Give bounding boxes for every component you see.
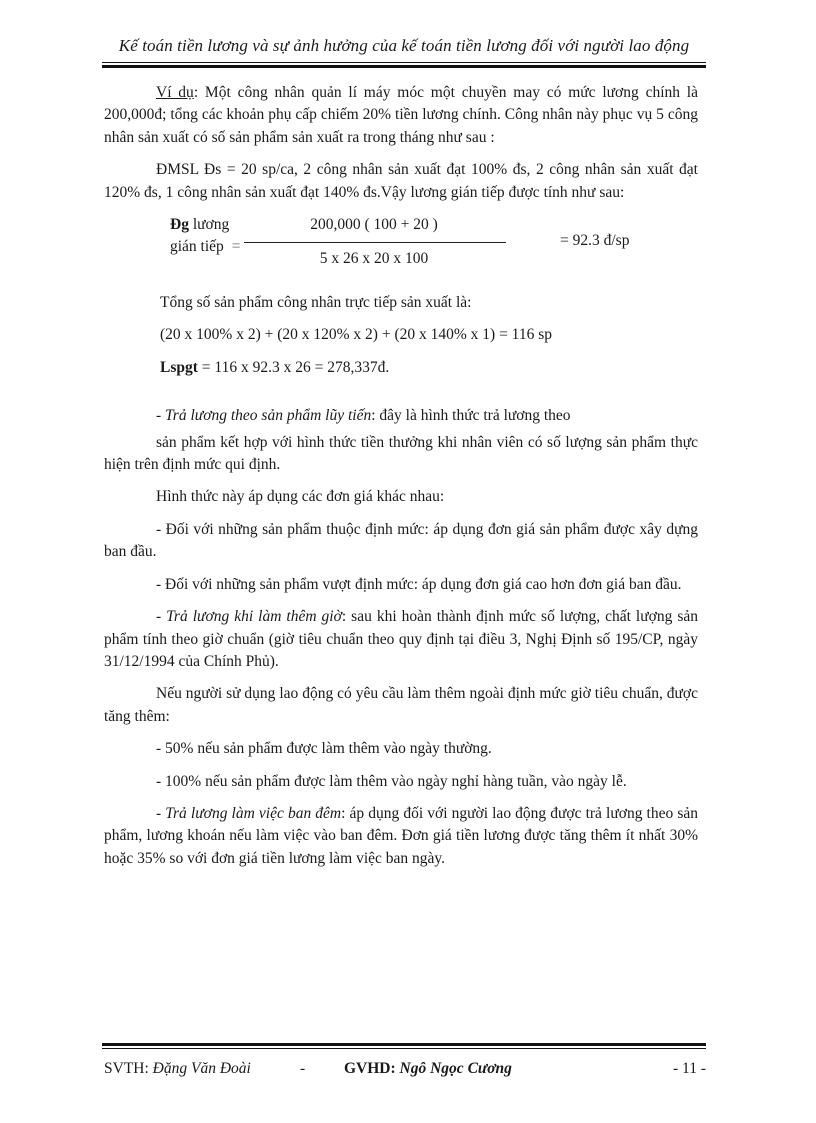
example-paragraph: [104, 82, 698, 149]
overtime-paragraph: [104, 606, 698, 673]
lspgt-calc: = 116 x 92.3 x 26 = 278,337đ.: [197, 358, 390, 376]
page-number: - 11 -: [673, 1060, 706, 1077]
example-label: Ví dụ: [156, 84, 194, 101]
night-title: - Trả lương làm việc ban đêm: [156, 804, 342, 822]
dmsl-paragraph: ĐMSL Đs = 20 sp/ca, 2 công nhân sản xuất đạt 100% đs, 2 công nhân sản xuất đạt 120% đs, 1 công nhân sản xuất đạt 140% đs.Vậy lương gián tiếp được tính như sau:: [104, 161, 698, 201]
lspgt-line: [104, 357, 698, 379]
page-body: [104, 82, 698, 880]
advisor-label: GVHD:: [344, 1060, 400, 1077]
formula-denominator: 5 x 26 x 20 x 100: [319, 250, 429, 268]
footer-rule-thick: [102, 1043, 706, 1046]
progressive-title: - Trả lương theo sản phẩm lũy tiến: [156, 407, 372, 425]
formula-numerator: 200,000 ( 100 + 20 ): [310, 216, 438, 234]
advisor-credit: [344, 1060, 512, 1078]
student-label: SVTH:: [104, 1060, 153, 1077]
running-header: Kế toán tiền lương và sự ảnh hưởng của kế toán tiền lương đối với người lao động: [118, 36, 690, 55]
advisor-name: Ngô Ngọc Cương: [399, 1060, 512, 1077]
lspgt-label: Lspgt: [160, 358, 198, 376]
formula-label: [170, 214, 240, 258]
header-rule-thick: [102, 65, 706, 68]
item-exceed-norm: - Đối với những sản phẩm vượt định mức: áp dụng đơn giá cao hơn đơn giá ban đầu.: [156, 575, 682, 593]
employer-paragraph: Nếu người sử dụng lao động có yêu cầu làm thêm ngoài định mức giờ tiêu chuẩn, được tăng thêm:: [104, 685, 698, 725]
student-name: Đặng Văn Đoài: [152, 1060, 251, 1077]
item-100-percent: - 100% nếu sản phẩm được làm thêm vào ngày nghỉ hàng tuần, vào ngày lễ.: [156, 772, 627, 790]
progressive-continuation: sản phẩm kết hợp với hình thức tiền thưởng khi nhân viên có số lượng sản phẩm thực hiện trên định mức qui định.: [104, 433, 698, 474]
night-text: : áp dụng đối với người lao động được trả lương theo sản phẩm, lương khoán nếu làm việc vào ban đêm. Đơn giá tiền lương được tăng thêm ít nhất 30% hoặc 35% so với đơn giá tiền lương làm việc ban ngày.: [104, 804, 698, 867]
progressive-paragraph: [104, 405, 698, 427]
formula-result: = 92.3 đ/sp: [560, 232, 630, 250]
unit-price-formula: [104, 214, 698, 280]
overtime-text: : sau khi hoàn thành định mức số lượng, chất lượng sản phẩm tính theo giờ chuẩn (giờ tiêu chuẩn theo quy định tại điều 3, Nghị Định số 195/CP, ngày 31/12/1994 của Chính Phủ).: [104, 608, 698, 670]
fraction-bar: [244, 242, 506, 243]
progressive-text: : đây là hình thức trả lương theo: [371, 407, 571, 425]
example-text: : Một công nhân quản lí máy móc một chuyền may có mức lương chính là 200,000đ; tổng các khoản phụ cấp chiếm 20% tiền lương chính. Công nhân này phục vụ 5 công nhân sản xuất có số sản phẩm sản xuất ra trong tháng như sau :: [104, 84, 698, 146]
night-paragraph: [104, 803, 698, 870]
form-applies: Hình thức này áp dụng các đơn giá khác nhau:: [156, 488, 445, 506]
formula-label-bold: Đg: [170, 216, 189, 234]
overtime-title: - Trả lương khi làm thêm giờ: [156, 608, 342, 626]
student-credit: [104, 1060, 251, 1078]
item-50-percent: - 50% nếu sản phẩm được làm thêm vào ngày thường.: [156, 740, 492, 758]
footer-separator: -: [300, 1060, 306, 1077]
header-rule-thin: [102, 62, 706, 63]
item-within-norm: - Đối với những sản phẩm thuộc định mức: áp dụng đơn giá sản phẩm được xây dựng ban đầu.: [104, 520, 698, 561]
formula-equals: =: [231, 238, 241, 256]
formula-label-rest: lương: [188, 216, 230, 234]
footer-rule-thin: [102, 1048, 706, 1049]
formula-label-line2: gián tiếp: [170, 238, 224, 256]
total-products-text: Tổng số sản phẩm công nhân trực tiếp sản xuất là:: [160, 294, 472, 312]
total-products-calc: (20 x 100% x 2) + (20 x 120% x 2) + (20 x 140% x 1) = 116 sp: [160, 326, 553, 344]
